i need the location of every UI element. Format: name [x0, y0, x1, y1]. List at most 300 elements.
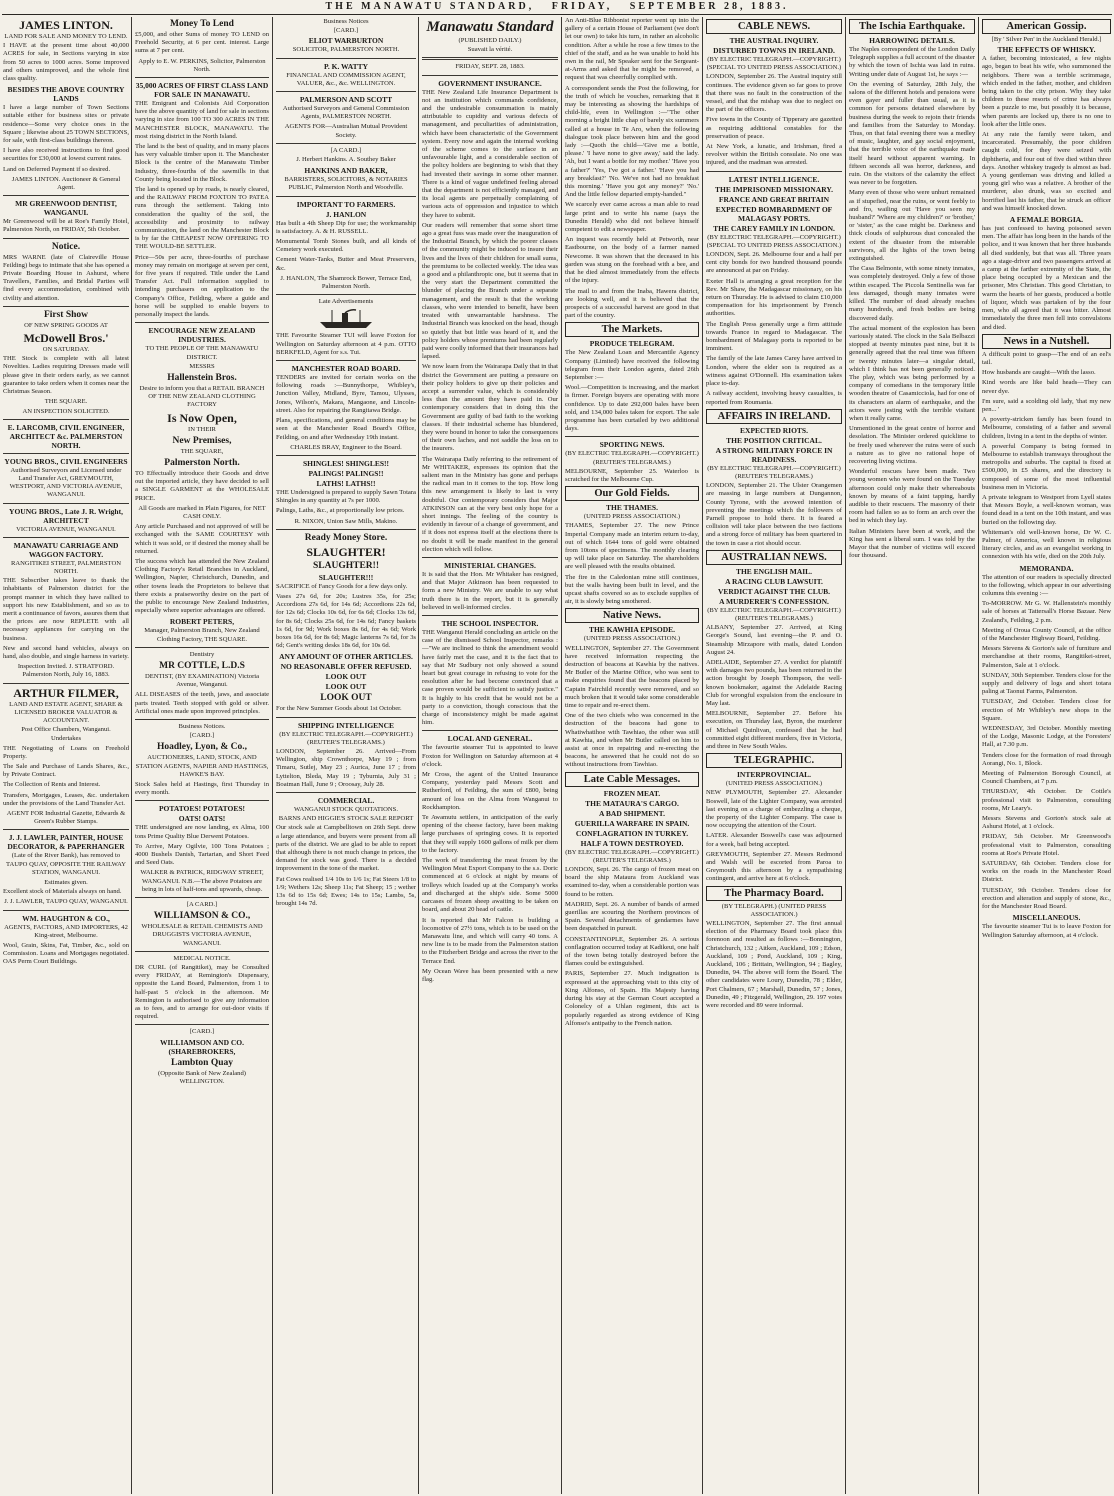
- rule: [706, 171, 842, 172]
- rule: [135, 322, 269, 323]
- column-4: [422, 17, 558, 1494]
- text-block: DENTIST, (BY EXAMINATION) Victoria Avenue, Wanganui.: [144, 672, 260, 689]
- text-block: THE Emigrant and Colonists Aid Corporation have the above quantity of land for sale in sections varying in size from 100 TO 300 ACRES IN THE MANCHESTER BLOCK, MANAWATU. The most rising district in the North Island.: [135, 100, 269, 140]
- rule: [135, 800, 269, 801]
- subheading: THE SCHOOL INSPECTOR.: [441, 619, 539, 628]
- text-block: A private telegram to Westport from Lyell states that Messrs Boyle, a well-known woman, was found dead in a tent on the 10th instant, and was buried on the following day.: [982, 493, 1111, 526]
- text-block: Vases 27s 6d, for 20s; Lustres 35s, for 25s; Accordions 27s 6d, for 14s 6d; Accordions 22s 6d, for 12s 6d; Clocks 10s 6d, for 6s 6d; Clocks 13s 6d, for 8s 6d; Clocks 25s 6d, for 14s 6d; Fancy baskets 1s 6d, for 9d; Work boxes 8s 6d, for 4s 6d; Work boxes 16s 6d, for 8s 6d; Magic lanterns 7s 6d, for 3s 6d; Gent's writing desks 18s 6d, for 10s 6d.: [276, 592, 416, 650]
- text-block: THE Stock is complete with all latest Novelties. Ladies requiring Dresses made will please give in their orders early, as we cannot guarantee to take orders when it comes near the Christmas Season.: [3, 355, 129, 396]
- text-block: An inquest was recently held at Petworth, near Eastbourne, on the body of a farmer named Newcome. It was shown that the deceased in his garden was stung on the forehead with a bee, and that he died almost immediately from the effects of the injury.: [565, 236, 699, 285]
- rule: [565, 436, 699, 437]
- dateline: (BY TELEGRAPH.) (UNITED PRESS ASSOCIATION.): [721, 902, 827, 918]
- text-block: THE undersigned are now landing, ex Alma, 100 tons Prime Quality Blue Derwent Potatoes.: [135, 824, 269, 840]
- text-block: THE Wanganui Herald concluding an article on the case of the dismissed School Inspector, remarks :—"We are inclined to think the amendment would have fairly met the case, and it is the fact that to say that Mr Sudbury not only showed a sound heart but great courage in refusing to vote for the resolution after he had become convinced that a case proven would be sufficient to satisfy justice." It is highly to his credit that he would not be a party to a conviction, though conscious that the charge of inconsistency might be made against him.: [422, 629, 558, 727]
- dateline: THE SQUARE,: [180, 447, 224, 455]
- rule: [3, 537, 129, 538]
- subheading: NO REASONABLE OFFER REFUSED.: [280, 662, 412, 672]
- rule: [276, 143, 416, 144]
- rule: [276, 455, 416, 456]
- text-block: The attention of our readers is specially directed to the following, which appear in our advertising columns this evening :—: [982, 573, 1111, 597]
- text-block: SUNDAY, 30th September. Tenders close for the supply and delivery of logs and short totara paling at Taonui Farms, Palmerston.: [982, 671, 1111, 696]
- text-block: PARIS, September 27. Much indignation is expressed at the approaching visit to this city of King Alfonso, of Spain. His Majesty having during his stay at the German Court accepted a Colonelcy of a Uhlan regiment, this act is popularly regarded as strong evidence of King Alfonso's antipathy to the French nation.: [565, 970, 699, 1027]
- section-heading: The Ischia Earthquake.: [849, 19, 975, 34]
- column-3: [276, 17, 416, 1494]
- section-heading: American Gossip.: [982, 19, 1111, 34]
- dateline: [By ' Silver Pen' in the Auckland Herald.]: [991, 36, 1102, 43]
- text-block: It is said that the Hon. Mr Whitaker has resigned, and that Major Atkinson has been requested to form a new Ministry. We are unable to say what truth there is in the report, but it is generally believed in well-informed circles.: [422, 570, 558, 611]
- text-block: Messrs Stevens & Gorton's sale of furniture and merchandise at their rooms, Rangitikei-street, Palmerston, Sale at 1 o'clock.: [982, 645, 1111, 669]
- subheading: FRANCE AND GREAT BRITAIN: [718, 194, 830, 204]
- text-block: For the New Summer Goods about 1st October.: [276, 705, 402, 713]
- heading: New Premises,: [172, 435, 232, 446]
- rule: [3, 910, 129, 911]
- subheading: MANAWATU CARRIAGE AND WAGGON FACTORY.: [13, 540, 119, 559]
- dateline: [A CARD.]: [186, 901, 218, 909]
- rule: [135, 951, 269, 952]
- subheading: EXPECTED RIOTS.: [740, 425, 808, 435]
- text-block: CONSTANTINOPLE, September 26. A serious conflagration occurred today at Kadikeui, one half of the town being totally destroyed before the flames could be extinguished.: [565, 935, 699, 968]
- section-heading: Native News.: [565, 608, 699, 623]
- text-block: Whiteman's old well-known horse, Dr W. C. Palmer, of America, well known in religious literary circles, and as an evangelist working in connexion with his wife, died on the 20th July.: [982, 528, 1111, 561]
- subheading: A BAD SHIPMENT.: [599, 808, 665, 818]
- subheading: PRODUCE TELEGRAM.: [589, 339, 675, 349]
- rule: [276, 792, 416, 793]
- column-rule: [561, 17, 562, 1494]
- subheading: WILLIAMSON AND CO. (SHAREBROKERS,: [160, 1037, 244, 1056]
- dateline: (UNITED PRESS ASSOCIATION.): [583, 513, 681, 521]
- heading: SLAUGHTER!!: [313, 560, 379, 571]
- text-block: LONDON, September 26. The Austral inquiry still continues. The evidence given so far goes to prove that there was no fault in the construction of the vessel, and that the mishap was due to neglect on the part of the officers.: [706, 73, 842, 114]
- subheading: HARROWING DETAILS.: [869, 36, 955, 45]
- rule: [422, 730, 558, 731]
- subheading: ANY AMOUNT OF OTHER ARTICLES.: [279, 652, 413, 662]
- subheading: J. J. LAWLER, PAINTER, HOUSE DECORATOR, & PAPERHANGER: [7, 833, 125, 852]
- column-rule: [272, 17, 273, 1494]
- dateline: OF NEW SPRING GOODS AT: [24, 321, 108, 329]
- dateline: (BY ELECTRIC TELEGRAPH.—COPYRIGHT.) (SPECIAL TO UNITED PRESS ASSOCIATION.): [706, 56, 842, 72]
- dateline: VICTORIA AVENUE, WANGANUI.: [16, 525, 116, 533]
- text-block: How husbands are caught—With the lasso.: [982, 369, 1096, 377]
- text-block: MELBOURNE, September 27. Before his execution, on Thursday last, Byron, the murderer of Michael Quinlivan, confessed that he had committed eight different murders, five in Victoria, and three in New South Wales.: [706, 710, 842, 750]
- heading: First Show: [43, 309, 89, 320]
- subheading: LOCAL AND GENERAL.: [447, 734, 533, 744]
- text-block: Desire to inform you that a RETAIL BRANCH OF THE NEW ZEALAND CLOTHING FACTORY: [139, 384, 265, 409]
- dateline: [CARD.]: [333, 27, 359, 35]
- text-block: We scarcely ever came across a man able to read large print and to write his name (says the Dunedin Herald) who did not believe himself competent to edit a newspaper.: [565, 201, 699, 234]
- text-block: SATURDAY, 6th October. Tenders close for works on the roads in the Manchester Road District.: [982, 860, 1111, 884]
- text-block: AUCTIONEERS, LAND, STOCK, AND STATION AGENTS, NAPIER AND HASTINGS, HAWKE'S BAY.: [135, 754, 269, 778]
- text-block: A correspondent sends the Post the following, for the truth of which he vouches, remarking that it may be interesting as showing the hardships of child-life, even in Wellington :—"The other morning a bright little chap of barely six summers called at a house in Te Aro, when the following dialogue took place between him and the good lady :—Quoth the child—'Give me a bottle, please.' 'I have none to give away,' said the lady. 'Ah, but I want a bottle for my mother.' 'Have you a father?' 'Yes, I've got a father.' 'Have you had any breakfast?' 'No. We've not had no breakfast this morning.' 'Have you got any money?' 'No.' And the little fellow departed empty-handed.": [565, 84, 699, 199]
- subheading: MISCELLANEOUS.: [1012, 913, 1081, 923]
- headline: SLAUGHTER!: [306, 544, 386, 559]
- dateline: BARNS AND HIGGIE'S STOCK SALE REPORT: [278, 815, 414, 823]
- column-rule: [702, 17, 703, 1494]
- text-block: AGENTS, FACTORS, AND IMPORTERS, 42 King-street, Melbourne.: [4, 923, 128, 939]
- text-block: Wool, Grain, Skins, Fat, Timber, &c., sold on Commission. Loans and Mortgages negotiated. OAS Perm Court Buildings.: [3, 942, 129, 966]
- section-heading: Our Gold Fields.: [565, 486, 699, 501]
- text-block: Manager, Palmerston Branch, New Zealand Clothing Factory, THE SQUARE.: [144, 627, 260, 643]
- text-block: J. HANLON, The Shamrock Bower, Terrace End, Palmerston North.: [280, 274, 412, 291]
- text-block: THE Negotiating of Loans on Freehold Property.: [3, 744, 129, 760]
- heading: Palmerston North.: [164, 457, 240, 468]
- text-block: Land on Deferred Payment if so desired.: [3, 165, 111, 173]
- text-block: Price—50s per acre, three-fourths of purchase money may remain on mortgage at seven per cent, for five years if required. Title under the Land Transfer Act. Full information supplied to intending purchasers on application to the Company's Office, Feilding, where a guide and horse will be supplied to enable buyers to personally inspect the lands.: [135, 253, 269, 319]
- rule: [276, 529, 416, 530]
- text-block: £5,000, and other Sums of money TO LEND on Freehold Security, at 6 per cent. interest. Large sums at 7 per cent.: [135, 31, 269, 55]
- column-5: [565, 17, 699, 1494]
- subheading: THE ENGLISH MAIL.: [735, 566, 813, 576]
- text-block: THE Subscriber takes leave to thank the inhabitants of Palmerston district for the prompt manner in which they have rallied to support his new Establishment, and so as to merit a continuance of favors, assures them that the prices are now REPLETE with all necessary appliances for carrying on the business.: [3, 577, 129, 642]
- subheading: EXPECTED BOMBARDMENT OF MALAGASY PORTS.: [715, 204, 833, 223]
- text-block: A powerful Company is being formed in Melbourne to establish tramways throughout the metropolis and suburbs. The capital is fixed at £500,000, in £5 shares, and the directory is composed of some of the most influential business men in Victoria.: [982, 442, 1111, 491]
- text-block: Our stock sale at Campbelltown on 26th Sept. drew a large attendance, and buyers were present from all parts of the district. We are glad to be able to report that although there is not much change in prices, the demand for stock was good. There is a decided improvement in the tone of the market.: [276, 824, 416, 873]
- subheading: A FEMALE BORGIA.: [1009, 215, 1084, 225]
- text-block: A father, becoming intoxicated, a few nights ago, began to beat his wife, who summoned the neighbors. There was a terrible scrimmage, which ended in the father, mother, and children being taken to the city prison. Why they take children to these resorts of crime has always been a puzzle to me, but possibly it is because, when parents are locked up, there is no one to look after the little ones.: [982, 55, 1111, 128]
- column-rule: [978, 17, 979, 1494]
- subheading: INTERPROVINCIAL.: [737, 770, 811, 780]
- text-block: AGENTS FOR—Australian Mutual Provident Society.: [284, 123, 408, 139]
- rule: [3, 683, 129, 684]
- rule: [276, 717, 416, 718]
- rule: [135, 77, 269, 78]
- text-block: My Ocean Wave has been presented with a new flag.: [422, 967, 558, 983]
- dateline: THE SQUARE.: [44, 398, 88, 406]
- section-heading: TELEGRAPHIC.: [706, 753, 842, 768]
- text-block: LONDON, September 26. Arrived—From Wellington, ship Crownthorpe, May 19 ; from Timaru, Sutlej, May 23 ; Aurica, June 17 ; from Lyttelton, Bleda, May 19 ; Tyburnia, July 31 ; Boatman Hall, June 9 ; Oroosay, July 28.: [276, 747, 416, 788]
- headline: McDowell Bros.': [23, 331, 109, 346]
- text-block: Italian Ministers have been at work, and the King has sent a liberal sum. I was told by the Mayor that the number of victims will exceed four thousand.: [849, 527, 975, 560]
- text-block: THE New Zealand Life Insurance Department is not an institution which commands confidence, and the undesirable consummation is mainly attributable to cupidity and various defects of management, and peculiarities of administration, which have been characteristic of the Government system. Every now and again the internal working of the scheme comes to the surface in an unfavourable light, and a considerable section of the policy holders are beginning to wish that they had invested their savings in some other manner. There is a kind of vague undefined feeling abroad that the department is not efficiently managed, and its local agents are perpetually complaining of various acts of oppression and injustice to which they have to submit.: [422, 88, 558, 219]
- dateline: Post Office Chambers, Wanganui.: [21, 726, 111, 734]
- text-block: JAMES LINTON. Auctioneer & General Agent.: [11, 175, 121, 192]
- column-1: [3, 17, 129, 1494]
- text-block: The Wairarapa Daily referring to the retirement of Mr WHITAKER, expresses its opinion that the salient man in the Ministry has gone and perhaps the radical man in it comes to the top. How long this new arrangement is likely to last is very doubtful. Our contemporary considers that Major ATKINSON can at the very best only hope for a short innings. The feeling of the country is evidently in favour of a change of government, and if it does not express itself at the elections there is no doubt it will be made manifest in the general election which will follow.: [422, 455, 558, 553]
- text-block: BARRISTERS, SOLICITORS, & NOTARIES PUBLIC, Palmerston North and Woodville.: [284, 176, 408, 192]
- section-heading: The Pharmacy Board.: [706, 886, 842, 901]
- subheading: PALMERSON AND SCOTT: [299, 95, 393, 105]
- text-block: WELLINGTON, September 27. The Government have received information respecting the destruction of beacons at Kawhia by the natives. Mr Butler of the Marine Office, who was sent to make enquiries found that the beacons placed by Captain Fairchild recently were removed, and so much broken that it would take some considerable time to repair and re-erect them.: [565, 644, 699, 710]
- dateline: FRIDAY, SEPT. 28, 1883.: [455, 63, 525, 71]
- subheading: THE KAWHIA EPISODE.: [588, 625, 676, 635]
- text-block: All Goods are marked in Plain Figures, for NET CASH ONLY.: [138, 504, 266, 520]
- subheading: THE THAMES.: [606, 503, 658, 513]
- headline: Is Now Open,: [167, 410, 237, 425]
- rule: [422, 57, 558, 60]
- dateline: MEDICAL NOTICE.: [173, 954, 231, 962]
- rule: [3, 195, 129, 196]
- text-block: To Arrive, Mary Ogilvie, 100 Tons Potatoes ; 4000 Bushels Danish, Tartarian, and Short Feed and Seed Oats.: [135, 842, 269, 867]
- text-block: THURSDAY, 4th October. Dr Cottle's professional visit to Palmerston, consulting rooms, Mr Leary's.: [982, 788, 1111, 812]
- text-block: ADELAIDE, September 27. A verdict for plaintiff with damages two pounds, has been returned in the action brought by Joseph Thompson, the well-known bookmaker, against the Adelaide Racing Club for wrongful expulsion from the enclosure in May last.: [706, 658, 842, 707]
- text-block: Monumental Tomb Stones built, and all kinds of Cemetery work executed.: [276, 238, 416, 254]
- subheading: THE AUSTRAL INQUIRY.: [729, 36, 819, 45]
- text-block: The work of transferring the meat frozen by the Wellington Meat Export Company to the s.s. Doric commenced at 6 o'clock at night by means of trolleys which loaded up at the Company's works and discharged at the ship's side. Some 5000 carcases of frozen sheep awaiting to be taken on board, and about 20 head of cattle.: [422, 857, 558, 914]
- steamer-icon: [276, 308, 416, 330]
- subheading: THE MATAURA'S CARGO.: [585, 798, 679, 808]
- column-rule: [131, 17, 132, 1494]
- newspaper-title: THE MANAWATU STANDARD,: [325, 1, 535, 12]
- text-block: WALKER & PATRICK, RIDGWAY STREET, WANGANUI. N.B.—The above Potatoes are being in lots of half-tons and upwards, cheap.: [140, 869, 264, 893]
- text-block: Any article Purchased and not approved of will be exchanged with the SAME COURTESY with which it was sold, or if desired the money shall be returned.: [135, 523, 269, 555]
- text-block: Has built a 4th Sheep Dip for use; the workmanship is satisfactory. A. & H. RUSSELL.: [276, 219, 416, 235]
- text-block: I have a large number of Town Sections suitable either for business sites or private residence—Some very choice ones in the Square ; likewise about 25 TOWN SECTIONS, for sale, with first-class buildings thereon.: [3, 104, 129, 145]
- heading: Money To Lend: [170, 19, 234, 29]
- subheading: LOOK OUT: [325, 672, 367, 682]
- text-block: The land is opened up by roads, is nearly cleared, and the RAILWAY FROM FOXTON TO PATEA runs through the settlement. Taking into consideration the quality of the soil, the accessibility and proximity to railway communication, the land on the Manchester Block is by far the CHEAPEST NOW OFFERING TO THE WOULD-BE SETTLER.: [135, 186, 269, 251]
- text-block: Inspection Invited. J. STRATFORD. Palmerston North, July 16, 1883.: [17, 663, 115, 679]
- rule: [422, 75, 558, 76]
- text-block: The favourite steamer Tui is appointed to leave Foxton for Wellington on Saturday afternoon at 4 o'clock.: [422, 744, 558, 768]
- rule: [135, 1024, 269, 1025]
- subheading: LATEST INTELLIGENCE.: [728, 174, 820, 184]
- section-heading: Late Cable Messages.: [565, 772, 699, 787]
- text-block: THE Favourite Steamer TUI will leave Foxton for Wellington on Saturday afternoon at 4 p.m. OTTO BERKFELD, Agent for s.s. Tui.: [276, 332, 416, 356]
- rule: [276, 196, 416, 197]
- text-block: The favourite steamer Tui is to leave Foxton for Wellington Saturday afternoon, at 4 o'clock.: [982, 923, 1111, 939]
- dateline: (PUBLISHED DAILY.): [458, 37, 522, 44]
- text-block: R. NIXON, Union Saw Mills, Makino.: [294, 517, 398, 525]
- dateline: Estimates given.: [44, 879, 88, 887]
- text-block: LONDON, Sept. 26. Melbourne four and a half per cent city bonds for two hundred thousand pounds are announced at par on Friday.: [706, 251, 842, 275]
- subheading: A RACING CLUB LAWSUIT.: [725, 576, 823, 586]
- subheading: YOUNG BROS., CIVIL ENGINEERS: [4, 456, 128, 466]
- dateline: (Opposite Bank of New Zealand) WELLINGTON.: [158, 1069, 246, 1085]
- rule: [3, 419, 129, 420]
- dateline: IN THEIR: [188, 425, 216, 433]
- text-block: The land is the best of quality, and in many places has very valuable timber upon it. The Manchester Block is the centre of the Manawatu Timber Industry, three-fourths of the sawmills in that County being located in the Block.: [135, 143, 269, 183]
- heading: Notice.: [51, 241, 81, 252]
- subheading: A STRONG MILITARY FORCE IN READINESS.: [715, 445, 833, 464]
- dateline: [A CARD.]: [330, 146, 362, 154]
- dateline: (BY ELECTRIC TELEGRAPH.—COPYRIGHT.) (SPECIAL TO UNITED PRESS ASSOCIATION.): [706, 233, 842, 249]
- text-block: Wonderful rescues have been made. Two young women who were found on the Tuesday afternoon could only make their whereabouts known by means of a faint tapping, hardly audible to their rescuers. The masonry of their room had fallen so as to form an arch over the bed in which they lay.: [849, 468, 975, 525]
- text-block: Meeting of Oroua County Council, at the office of the Manchester Highway Board, Feilding.: [982, 626, 1111, 642]
- subheading: BESIDES THE ABOVE COUNTRY LANDS: [7, 85, 125, 104]
- dateline: Undertakes: [50, 735, 82, 743]
- text-block: TUESDAY, 2nd October. Tenders close for erection of Mr Whibley's new shops in the Square.: [982, 698, 1111, 722]
- text-block: MADRID, Sept. 26. A number of bands of armed guerillas are scouring the Northern provinces of Spain. Several detachments of gendarmes have been despatched in pursuit.: [565, 900, 699, 933]
- subheading: DISTURBED TOWNS IN IRELAND.: [713, 46, 835, 55]
- text-block: THAMES, September 27. The new Prince Imperial Company made an interim return to-day, out of which 1644 tons of gold were obtained from 10tons of specimens. The monthly clearing up will take place on Saturday. The shareholders are well pleased with the results obtained.: [565, 522, 699, 571]
- dateline: LAND AND ESTATE AGENT, SHARE & LICENSED BROKER VALUATOR & ACCOUNTANT.: [9, 700, 123, 724]
- subheading: THE IMPRISONED MISSIONARY.: [714, 184, 834, 194]
- rule: [135, 719, 269, 720]
- rule: [3, 503, 129, 504]
- subheading: MEMORANDA.: [1019, 563, 1074, 573]
- dateline: (BY ELECTRIC TELEGRAPH.—COPYRIGHT.) (REUTER'S TELEGRAMS.): [565, 848, 699, 864]
- subheading: HANKINS AND BAKER,: [304, 166, 388, 176]
- dateline: (UNITED PRESS ASSOCIATION.): [583, 635, 681, 643]
- page-header: [0, 0, 1114, 14]
- text-block: J. J. LAWLER, TAUPO QUAY, WANGANUI.: [4, 898, 128, 906]
- text-block: Palings, Laths, &c., at proportionally low prices.: [276, 507, 405, 515]
- subheading: IMPORTANT TO FARMERS.: [296, 199, 396, 209]
- text-block: The family of the late James Carey have arrived in London, where the elder son is required as a witness against O'Donnell. His examination takes place to-day.: [706, 355, 842, 388]
- text-block: Te Awamutu settlers, in anticipation of the early opening of the cheese factory, have been making large purchases of springing cows. It is reported that they will supply 1600 gallons of milk per diem to the factory.: [422, 814, 558, 854]
- text-block: The success which has attended the New Zealand Clothing Factory's Retail Branches in Auckland, Wellington, Napier, Christchurch, Dunedin, and other towns leads the Proprietors to believe that there exists a praiseworthy desire on the part of the public to encourage New Zealand Industries, especially where superior advantages are offered.: [135, 557, 269, 615]
- text-block: Stock Sales held at Hastings, first Thursday in every month.: [135, 781, 269, 797]
- rule: [3, 238, 129, 239]
- text-block: Plans, specifications, and general conditions may be seen at the Manchester Road Board's Office, Feilding, on and after Wednesday 19th instant.: [276, 417, 416, 441]
- headline: ARTHUR FILMER,: [13, 685, 119, 700]
- section-heading: AUSTRALIAN NEWS.: [706, 550, 842, 565]
- dateline: TO THE PEOPLE OF THE MANAWATU DISTRICT.: [145, 345, 259, 361]
- text-block: We now learn from the Wairarapa Daily that in that district the Government are putting a pressure on their policy holders to give up their policies and accept a surrender value, which is considerably less than the amount they have paid in. Our contemporary considers that in doing this the Government are guilty of bad faith to the working classes. If their industrial scheme has blundered, they were bound in honor to take the consequences of their own laches, and not saddle the loss on to the insurers.: [422, 363, 558, 453]
- column-6: [706, 17, 842, 1494]
- dateline: (UNITED PRESS ASSOCIATION.): [725, 780, 823, 788]
- text-block: Wool.—Competition is increasing, and the market is firmer. Foreign buyers are operating with more confidence. Up to date 292,000 bales have been sold, and 134,000 bales taken for export. The sale programme has been curtailed by two additional days.: [565, 384, 699, 433]
- section-heading: CABLE NEWS.: [706, 19, 842, 34]
- text-block: NEW PLYMOUTH, September 27. Alexander Boswell, late of the Lighter Company, was arrested last evening on a charge of embezzling a cheque, the property of the Lighter Company. The case is now occupying the attention of the Court.: [706, 789, 842, 830]
- dateline: MESSRS: [189, 362, 215, 370]
- column-8: [982, 17, 1111, 1494]
- column-2: [135, 17, 269, 1494]
- text-block: THE Undersigned is prepared to supply Sawn Totara Shingles in any quantity at 7s per 1000.: [276, 488, 416, 505]
- text-block: SOLICITOR, PALMERSTON NORTH.: [292, 46, 400, 54]
- text-block: ALBANY, September 27. Arrived, at King George's Sound, last evening—the P. and O. Steamship Mirzapore with mails, dated London August 24.: [706, 624, 842, 656]
- subheading: POTATOES! POTATOES!: [158, 804, 246, 814]
- text-block: Cement Water-Tanks, Butter and Meat Preservers, &c.: [276, 256, 416, 272]
- subheading: SPORTING NEWS.: [599, 440, 665, 450]
- text-block: Five towns in the County of Tipperary are gazetted as requiring additional constables for the preservation of peace.: [706, 116, 842, 140]
- heading: LOOK OUT: [320, 693, 372, 704]
- dateline: Dentistry: [189, 650, 215, 658]
- text-block: At any rate the family were taken, and incarcerated. Presumably, the poor children caught cold, for they were seized with diphtheria, and four out of five died within three days. Another whiskey tragedy is almost as bad. A young gentleman was driving and killed a young girl who was a relative. A brother of the murderer, also drunk, was so excited and horrified last his father, that he struck an officer and was himself knocked down.: [982, 131, 1111, 212]
- text-block: WELLINGTON, September 27. The first annual election of the Pharmacy Board took place this forenoon and resulted as follows :—Bonnington, Christchurch, 132 ; Aitken, Auckland, 109 ; Edson, Auckland, 109 ; Pond, Auckland, 109 ; King, Auckland, 106 ; Brittain, Wellington, 94 ; Bagley, Dunedin, 94. The above will form the Board. The other candidates were Loury, Dunedin, 78 ; Elder, Port Chalmers, 67 ; Marshall, Dunedin, 57 ; Jones, Dunedin, 49 ; Fitzgerald, Wellington, 29. 197 votes were recorded and 89 were informal.: [706, 920, 842, 1010]
- text-block: Unmentioned in the great centre of horror and desolation. The Minister ordered quicklime to be freely used wherever the ruins were of such a nature as to give no rational hope of recovering living victims.: [849, 425, 975, 465]
- issue-day: FRIDAY,: [551, 1, 613, 12]
- text-block: J. Herbert Hankins. A. Southey Baker: [296, 156, 396, 164]
- dateline: AN INSPECTION SOLICITED.: [22, 407, 110, 415]
- rule: [3, 453, 129, 454]
- text-block: has just confessed to having poisoned seven men. The affair has long been in the hands of the police, and it was known that her three husbands all died suddenly, but that was all. Three years ago a stage-driver and two passengers arrived at a camp at the farther extremity of the State, the place being occupied by a Mexican and the prisoner, Mrs Christian. This good Christian, to warm the hearts of her guests, produced a bottle of liquor, which was partaken of by the four men, who all agreed that it was bitter. Almost immediately the three men fell into convulsions and died.: [982, 225, 1111, 331]
- text-block: Our readers will remember that some short time ago a great fuss was made over the inauguration of the Industrial Branch, by which the poorer classes of the community might be induced to insure their lives and the lives of their children for small sums, the premiums to be collected weekly. The idea was a good and a philanthropic one, but it seems that in the very start the Department committed the blunder of placing the Branch under a separate management, and the result is that the working classes, who were intended to benefit, have been treated with unwarrantable harshness. The Industrial Branch was knocked on the head, though so quietly that but little was heard of it, and the policy holders whose premiums had been regularly paid were coolly informed that their insurances had lapsed.: [422, 221, 558, 361]
- subheading: ENCOURAGE NEW ZEALAND INDUSTRIES.: [148, 326, 256, 345]
- text-block: FRIDAY, 5th October. Mr Greenwood's professional visit to Palmerston, consulting rooms at Roe's Private Hotel.: [982, 833, 1111, 857]
- rule: [422, 615, 558, 616]
- rule: [276, 58, 416, 59]
- text-block: Mr Greenwood will be at Roe's Family Hotel, Palmerston North, on FRIDAY, 5th October.: [3, 218, 129, 234]
- column-rule: [418, 17, 419, 1494]
- subheading: YOUNG BROS., Late J. R. Wright, ARCHITECT: [9, 506, 123, 525]
- text-block: Meeting of Palmerston Borough Council, at Council Chambers, at 7 p.m.: [982, 770, 1111, 786]
- subheading: GOVERNMENT INSURANCE.: [438, 78, 542, 88]
- dateline: (BY ELECTRIC TELEGRAPH.—COPYRIGHT.) (REUTER'S TELEGRAMS.): [565, 450, 699, 466]
- subheading: THE POSITION CRITICAL.: [726, 435, 822, 445]
- rule: [276, 91, 416, 92]
- dateline: (BY ELECTRIC TELEGRAPH.—COPYRIGHT.) (REUTER'S TELEGRAMS.): [279, 730, 413, 746]
- text-block: Fat Cows realised 1/4 10s to 1/6 1s; Fat Steers 1/8 to 1/9; Wethers 12s; Sheep 11s; Fat Sheep; 15 ; wether 13s 6d to 15s 6d; Ewes; 14s to 15s; Lambs, 5s, brought 14s 7d.: [276, 875, 416, 908]
- section-heading: News in a Nutshell.: [982, 334, 1111, 349]
- text-block: New and second hand vehicles, always on hand, also double, and single harness in variety.: [3, 644, 129, 660]
- dateline: Late Advertisements: [318, 298, 374, 306]
- text-block: The Casa Belmonte, with some ninety inmates, was completely destroyed. Only a few of those within escaped. The Piccola Sentinella was far less damaged, though many inmates were killed. The number of dead already reaches many hundreds, and fresh bodies are being discovered daily.: [849, 265, 975, 322]
- text-block: CHARLES BRAY, Engineer to the Board.: [290, 443, 402, 451]
- text-block: The Sale and Purchase of Lands Shares, &c., by Private Contract.: [3, 762, 129, 779]
- subheading: SHIPPING INTELLIGENCE: [297, 720, 395, 730]
- dateline: Business Notices: [323, 18, 369, 25]
- section-heading: AFFAIRS IN IRELAND.: [706, 409, 842, 424]
- heading: Hoadley, Lyon, & Co.,: [157, 742, 247, 753]
- text-block: Transfers, Mortgages, Leases, &c. undertaken under the provisions of the Land Transfer Act.: [3, 791, 129, 807]
- subheading: VERDICT AGAINST THE CLUB.: [717, 586, 831, 596]
- subheading: A MURDERER'S CONFESSION.: [719, 596, 829, 606]
- rule: [276, 294, 416, 295]
- text-block: Many even of those who were unhurt remained as if stupefied, near the ruins, or went feebly to and fro, wailing out 'Have you seen my husband?' 'Where are my children?' or 'brother,' or 'sister,' as the case might be. Darkness and thick clouds of sulphurous dust concealed the extent of the disaster from the miserable survivors, all the lights of the town being extinguished.: [849, 189, 975, 263]
- text-block: WHOLESALE & RETAIL CHEMISTS AND DRUGGISTS VICTORIA AVENUE, WANGANUI.: [141, 923, 263, 947]
- subheading: MR GREENWOOD DENTIST, WANGANUI.: [15, 199, 117, 218]
- text-block: Apply to E. W. PERKINS, Solicitor, Palmerston North.: [138, 57, 266, 73]
- text-block: The English Press generally urge a firm attitude towards France in regard to Madagascar. The bombardment of Malagasy ports is reported to be imminent.: [706, 320, 842, 353]
- subheading: 35,000 ACRES OF FIRST CLASS LAND FOR SALE IN MANAWATU.: [135, 81, 269, 100]
- text-block: The mail to and from the Inaba, Hawera district, are looking well, and it is believed that the prospects of a successful harvest are good in that part of the country.: [565, 287, 699, 320]
- subheading: COMMERCIAL.: [317, 795, 375, 805]
- subheading: LATHS! LATHS!!: [316, 478, 376, 488]
- subheading: THE EFFECTS OF WHISKY.: [997, 45, 1096, 55]
- subheading: CONFLAGRATION IN TURKEY.: [575, 828, 689, 838]
- dateline: Suavait la vérité.: [467, 46, 513, 54]
- heading: MR COTTLE, L.D.S: [159, 660, 245, 671]
- text-block: A difficult point to grasp—The end of an eel's tail.: [982, 350, 1111, 366]
- text-block: LATER. Alexander Boswell's case was adjourned for a week, bail being accepted.: [706, 832, 842, 848]
- text-block: TO Effectually introduce their Goods and drive out the imported article, they have decided to sell a SINGLE GARMENT at the WHOLESALE PRICE.: [135, 469, 269, 502]
- column-7: [849, 17, 975, 1494]
- text-block: On the evening of Saturday, 28th July, the salons of the different hotels and pensions were even gayer and fuller than usual, as it is common for persons detained elsewhere by business during the week to rejoin their friends and families from the Saturday to Monday. Thus, on that fatal evening there was a medley of music, laughter, and gay social enjoyment, that the terrible voice of the earthquake made itself heard without apparent warning. In fifteen seconds all was horror, darkness, and ruin. On the visitors of the calamity the effect was never to be forgotten.: [849, 80, 975, 187]
- dateline: LAND FOR SALE AND MONEY TO LEND.: [4, 33, 128, 40]
- text-block: At New York, a lunatic, and Irishman, fired a revolver within the British consulate. No one was injured, and the madman was arrested.: [706, 143, 842, 167]
- text-block: An Anti-Blue Ribbonist reporter went up into the gallery of a certain House of Parliament (we don't let our own) to take his turn, in rather an alcoholic condition. After a while he rose a few times to the chief of the staff, and as he was unable to hold his own in the rail, Mr Speaker sent for the Sergeant-at-Arms and asked that he might be removed, a request that was cheerfully complied with.: [565, 17, 699, 82]
- dateline: RANGITIKEI STREET, PALMERSTON NORTH.: [11, 559, 121, 575]
- text-block: Exeter Hall is arranging a great reception for the Rev. Mr Shaw, the Madagascar missionary, on his return on Thursday. He is advised to claim £10,000 compensation for his imprisonment by French authorities.: [706, 277, 842, 318]
- text-block: (Late of the River Bank), has removed to TAUPO QUAY, OPPOSITE THE RAILWAY STATION, WANGANUI.: [5, 852, 127, 876]
- subheading: LOOK OUT: [325, 682, 367, 692]
- text-block: It is reported that Mr Falcon is building a locomotive of 27½ tons, which is to be used on the Manawatu line, and which will carry 40 tons. A new line is to be made from the Palmerston station to the Fitzherbert Bridge and across the river to the Terrace End.: [422, 916, 558, 965]
- text-block: SACRIFICE of Fancy Goods for a few days only.: [276, 582, 408, 590]
- rule: [3, 306, 129, 307]
- subheading: PALINGS! PALINGS!!: [308, 468, 384, 478]
- text-block: Authorised Surveyors and General Commission Agents, PALMERSTON NORTH.: [282, 105, 410, 121]
- text-block: A railway accident, involving heavy casualties, is reported from Roumania.: [706, 390, 842, 406]
- subheading: FROZEN MEAT.: [603, 788, 661, 798]
- issue-date: SEPTEMBER 28, 1883.: [629, 1, 789, 12]
- dateline: (BY ELECTRIC TELEGRAPH.—COPYRIGHT.) (REUTER'S TELEGRAMS.): [707, 606, 841, 622]
- rule: [3, 829, 129, 830]
- text-block: I'm sure, said a scolding old lady, 'that my new pen... ': [982, 397, 1111, 413]
- text-block: Authorised Surveyors and Licensed under Land Transfer Act, GREYMOUTH, WESTPORT, AND VICTORIA AVENUE, WANGANUI.: [9, 466, 123, 499]
- text-block: The New Zealand Loan and Mercantile Agency Company (Limited) have received the following telegram from their London agents, dated 26th September :—: [565, 349, 699, 381]
- header-rule: [2, 14, 1112, 15]
- text-block: MELBOURNE, September 25. Waterloo is scratched for the Melbourne Cup.: [565, 467, 699, 483]
- text-block: GREYMOUTH, September 27. Messrs Redmond and Walsh will be escorted from Paroa to Greymouth this afternoon by a sympathising contingent, and arrive here at 6 o'clock.: [706, 850, 842, 883]
- text-block: AGENT FOR Industrial Gazette, Edwards & Green's Rubber Stamps.: [6, 810, 126, 826]
- text-block: The fire in the Caledonian mine still continues, but the walls having been built in level, and the upcast shafts covered so as to exclude supplies of air, it is slowly being smothered.: [565, 573, 699, 606]
- text-block: The Collection of Rents and Interest.: [3, 781, 101, 789]
- rule: [135, 897, 269, 898]
- subheading: J. HANLON: [325, 209, 367, 219]
- subheading: WM. HAUGHTON & CO.,: [22, 913, 110, 923]
- text-block: TUESDAY, 9th October. Tenders close for erection and alteration and supply of stone, &c., for the Manchester Road Board.: [982, 886, 1111, 911]
- heading: Ready Money Store.: [304, 532, 388, 543]
- text-block: TENDERS are invited for certain works on the following roads :—Bunnythorpe, Whibley's, Junction Valley, Midland, Byre, Tamou, Ulysses, Jones, Wilson's, Makara, Mangaone, and Lincoln-street. Also for repairing the Rangitawa Bridge.: [276, 374, 416, 414]
- subheading: GUERILLA WARFARE IN SPAIN.: [574, 818, 690, 828]
- subheading: SLAUGHTER!!!: [318, 572, 374, 582]
- subheading: ROBERT PETERS,: [169, 617, 235, 627]
- text-block: LONDON, Sept. 26. The cargo of frozen meat on board the ship Mataura from Auckland was examined to-day, when a considerable portion was found to be rotten.: [565, 866, 699, 898]
- text-block: One of the two chiefs who was concerned in the destruction of the beacons had gone to Whatiwhatihoe with Tawhiao, the other was still at Kawhia, and when Mr Butler called on him to assist at once in repairing and re-erecting the beacons, he answered that he could not do so without instructions from Tawhiao.: [565, 712, 699, 769]
- text-block: MRS WARNE (late of Claireville House Feilding) begs to intimate that she has opened a Private Boarding House in Ashurst, where Travellers, Families, and Bridal Parties will find every accommodation, combined with civility and attention.: [3, 253, 129, 302]
- subheading: ELIOT WARBURTON: [308, 36, 384, 46]
- dateline: [CARD.]: [189, 1028, 215, 1036]
